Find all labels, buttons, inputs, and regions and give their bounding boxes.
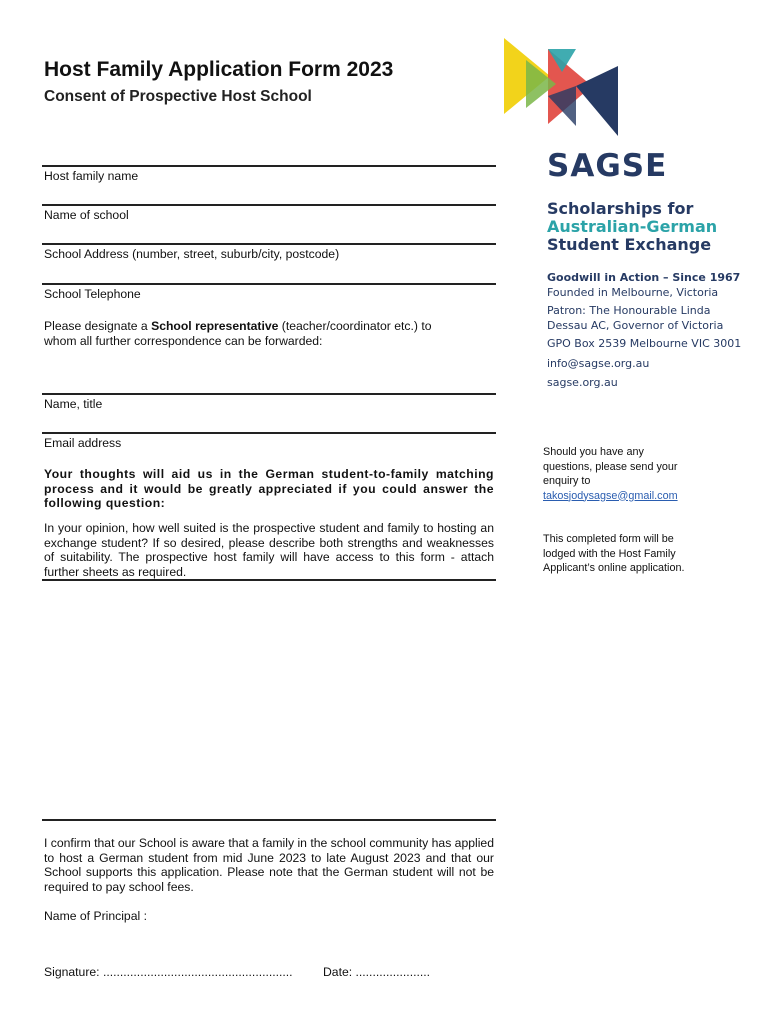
host-family-name-line[interactable] [42,165,496,167]
questions-email-link[interactable]: takosjodysagse@gmail.com [543,489,678,502]
school-address-line[interactable] [42,243,496,245]
answer-area-bottom-line[interactable] [42,819,496,821]
signature-field[interactable]: Signature: ........................................................ [44,965,293,979]
patron-line-2: Dessau AC, Governor of Victoria [547,319,724,332]
email-address-label: Email address [44,436,122,450]
question-top-line [42,579,496,581]
representative-suffix: (teacher/coordinator etc.) to whom all further correspondence can be forwarded: [44,319,432,348]
goodwill-text: Goodwill in Action – Since 1967 [547,271,741,284]
questions-note [543,445,693,503]
school-address-label: School Address (number, street, suburb/city, postcode) [44,247,340,261]
school-name-line[interactable] [42,204,496,206]
representative-prefix: Please designate a [44,319,152,333]
principal-name-label: Name of Principal : [44,909,147,923]
contact-email[interactable]: info@sagse.org.au [547,357,650,370]
representative-instruction [44,319,464,348]
representative-bold: School representative [151,319,279,333]
patron-line-1: Patron: The Honourable Linda [547,304,711,317]
school-telephone-line[interactable] [42,283,496,285]
website-link[interactable]: sagse.org.au [547,376,618,389]
date-field[interactable]: Date: ...................... [323,965,431,979]
name-title-line[interactable] [42,393,496,395]
questions-text: Should you have any questions, please send your enquiry to [543,446,678,487]
founded-text: Founded in Melbourne, Victoria [547,286,719,299]
school-confirmation: I confirm that our School is aware that a family in the school community has applied to host a German student from mid June 2023 to late August 2023 and that our School supports this application. Please note that the German student will not be required to pay school fees. [44,836,494,894]
name-title-label: Name, title [44,397,103,411]
form-subtitle: Consent of Prospective Host School [44,88,312,105]
tagline-line-2: Australian-German [547,217,718,236]
sagse-wordmark: SAGSE [547,148,668,184]
tagline-line-3: Student Exchange [547,235,712,254]
email-address-line[interactable] [42,432,496,434]
host-family-name-label: Host family name [44,169,139,183]
school-telephone-label: School Telephone [44,287,141,301]
suitability-question: In your opinion, how well suited is the prospective student and family to hosting an exchange student? If so desired, please describe both strengths and weaknesses of suitability. The prospective host family will have access to this form - attach further sheets as required. [44,521,494,579]
school-name-label: Name of school [44,208,129,222]
thoughts-heading: Your thoughts will aid us in the German student-to-family matching process and it would be greatly appreciated if you could answer the following question: [44,467,494,510]
lodged-note: This completed form will be lodged with the Host Family Applicant’s online application. [543,533,685,574]
tagline-line-1: Scholarships for [547,199,694,218]
form-title: Host Family Application Form 2023 [44,58,394,81]
po-box-text: GPO Box 2539 Melbourne VIC 3001 [547,337,742,350]
sagse-logo-icon [500,36,625,140]
